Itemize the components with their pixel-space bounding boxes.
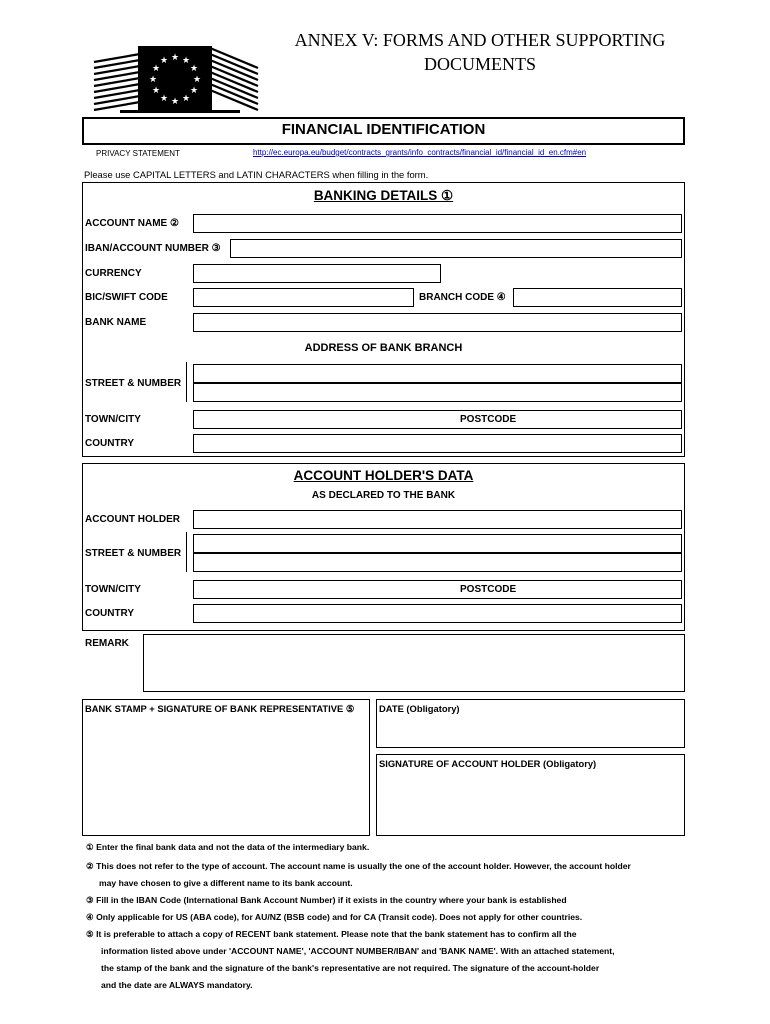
- svg-text:★: ★: [192, 75, 202, 85]
- privacy-statement-link[interactable]: http://ec.europa.eu/budget/contracts_grants/info_contracts/financial_id/financial_id_en.cfm#en: [253, 148, 587, 157]
- account-holder-subtitle: AS DECLARED TO THE BANK: [311, 490, 456, 501]
- svg-text:★: ★: [181, 56, 191, 66]
- bank-name-field[interactable]: [193, 313, 682, 332]
- svg-text:★: ★: [170, 53, 180, 63]
- bank-stamp-box[interactable]: [82, 699, 370, 836]
- ec-logo: [90, 40, 265, 115]
- footnote-2a: ② This does not refer to the type of account. The account name is usually the one of the account holder. However, the account holder: [86, 861, 631, 871]
- holder-country-label: COUNTRY: [85, 608, 135, 619]
- annex-title: [270, 28, 690, 76]
- date-label: DATE (Obligatory): [379, 703, 460, 714]
- footnote-4: ④ Only applicable for US (ABA code), for AU/NZ (BSB code) and for CA (Transit code). Does not apply for other countries.: [86, 912, 583, 922]
- bic-swift-label: BIC/SWIFT CODE: [85, 292, 168, 303]
- bank-postcode-label: POSTCODE: [460, 414, 517, 425]
- account-holder-title: ACCOUNT HOLDER'S DATA: [293, 468, 474, 483]
- branch-code-field[interactable]: [513, 288, 682, 307]
- footnote-3: ③ Fill in the IBAN Code (International Bank Account Number) if it exists in the country where your bank is established: [86, 895, 567, 905]
- svg-text:★: ★: [151, 86, 161, 96]
- privacy-statement-label: PRIVACY STATEMENT: [96, 149, 180, 158]
- account-name-label: ACCOUNT NAME ②: [85, 218, 179, 229]
- holder-town-field[interactable]: [193, 580, 682, 599]
- account-name-field[interactable]: [193, 214, 682, 233]
- account-holder-field[interactable]: [193, 510, 682, 529]
- signature-holder-label: SIGNATURE OF ACCOUNT HOLDER (Obligatory): [379, 758, 597, 769]
- bank-stamp-label: BANK STAMP + SIGNATURE OF BANK REPRESENTATIVE ⑤: [85, 703, 355, 714]
- svg-text:★: ★: [189, 64, 199, 74]
- footnote-5d: and the date are ALWAYS mandatory.: [101, 980, 253, 990]
- holder-street-field-line1[interactable]: [193, 534, 682, 553]
- svg-text:★: ★: [151, 64, 161, 74]
- holder-street-divider: [186, 532, 187, 572]
- footnote-2b: may have chosen to give a different name to its bank account.: [99, 878, 353, 888]
- holder-country-field[interactable]: [193, 604, 682, 623]
- bank-street-divider: [186, 362, 187, 402]
- iban-field[interactable]: [230, 239, 682, 258]
- currency-field[interactable]: [193, 264, 441, 283]
- bank-country-label: COUNTRY: [85, 438, 135, 449]
- iban-label: IBAN/ACCOUNT NUMBER ③: [85, 243, 221, 254]
- svg-text:★: ★: [170, 97, 180, 107]
- remark-field[interactable]: [143, 634, 685, 692]
- footnote-5c: the stamp of the bank and the signature of the bank's representative are not required. The signature of the account-holder: [101, 963, 600, 973]
- svg-text:★: ★: [148, 75, 158, 85]
- svg-text:★: ★: [159, 94, 169, 104]
- footnote-5b: information listed above under 'ACCOUNT NAME', 'ACCOUNT NUMBER/IBAN' and 'BANK NAME'. With an attached statement,: [101, 946, 615, 956]
- holder-street-label: STREET & NUMBER: [85, 548, 182, 559]
- instruction-text: Please use CAPITAL LETTERS and LATIN CHARACTERS when filling in the form.: [84, 169, 429, 180]
- bank-street-field-line2[interactable]: [193, 383, 682, 402]
- currency-label: CURRENCY: [85, 268, 142, 279]
- form-title: FINANCIAL IDENTIFICATION: [281, 121, 486, 138]
- holder-town-label: TOWN/CITY: [85, 584, 141, 595]
- bank-name-label: BANK NAME: [85, 317, 147, 328]
- holder-postcode-label: POSTCODE: [460, 584, 517, 595]
- bank-street-field-line1[interactable]: [193, 364, 682, 383]
- svg-text:★: ★: [189, 86, 199, 96]
- footnote-1: ① Enter the final bank data and not the data of the intermediary bank.: [86, 842, 370, 852]
- annex-title-line1: ANNEX V: FORMS AND OTHER SUPPORTING: [294, 30, 666, 50]
- bank-country-field[interactable]: [193, 434, 682, 453]
- footnote-5a: ⑤ It is preferable to attach a copy of RECENT bank statement. Please note that the bank statement has to confirm all the: [86, 929, 577, 939]
- bic-swift-field[interactable]: [193, 288, 414, 307]
- branch-code-label: BRANCH CODE ④: [419, 292, 506, 303]
- remark-label: REMARK: [85, 638, 129, 649]
- svg-text:★: ★: [181, 94, 191, 104]
- bank-town-field[interactable]: [193, 410, 682, 429]
- svg-text:★: ★: [159, 56, 169, 66]
- bank-street-label: STREET & NUMBER: [85, 378, 182, 389]
- banking-details-title: BANKING DETAILS ①: [313, 188, 454, 203]
- account-holder-label: ACCOUNT HOLDER: [85, 514, 180, 525]
- bank-town-label: TOWN/CITY: [85, 414, 141, 425]
- annex-title-line2: DOCUMENTS: [423, 54, 536, 74]
- address-of-bank-branch-title: ADDRESS OF BANK BRANCH: [304, 342, 463, 354]
- holder-street-field-line2[interactable]: [193, 553, 682, 572]
